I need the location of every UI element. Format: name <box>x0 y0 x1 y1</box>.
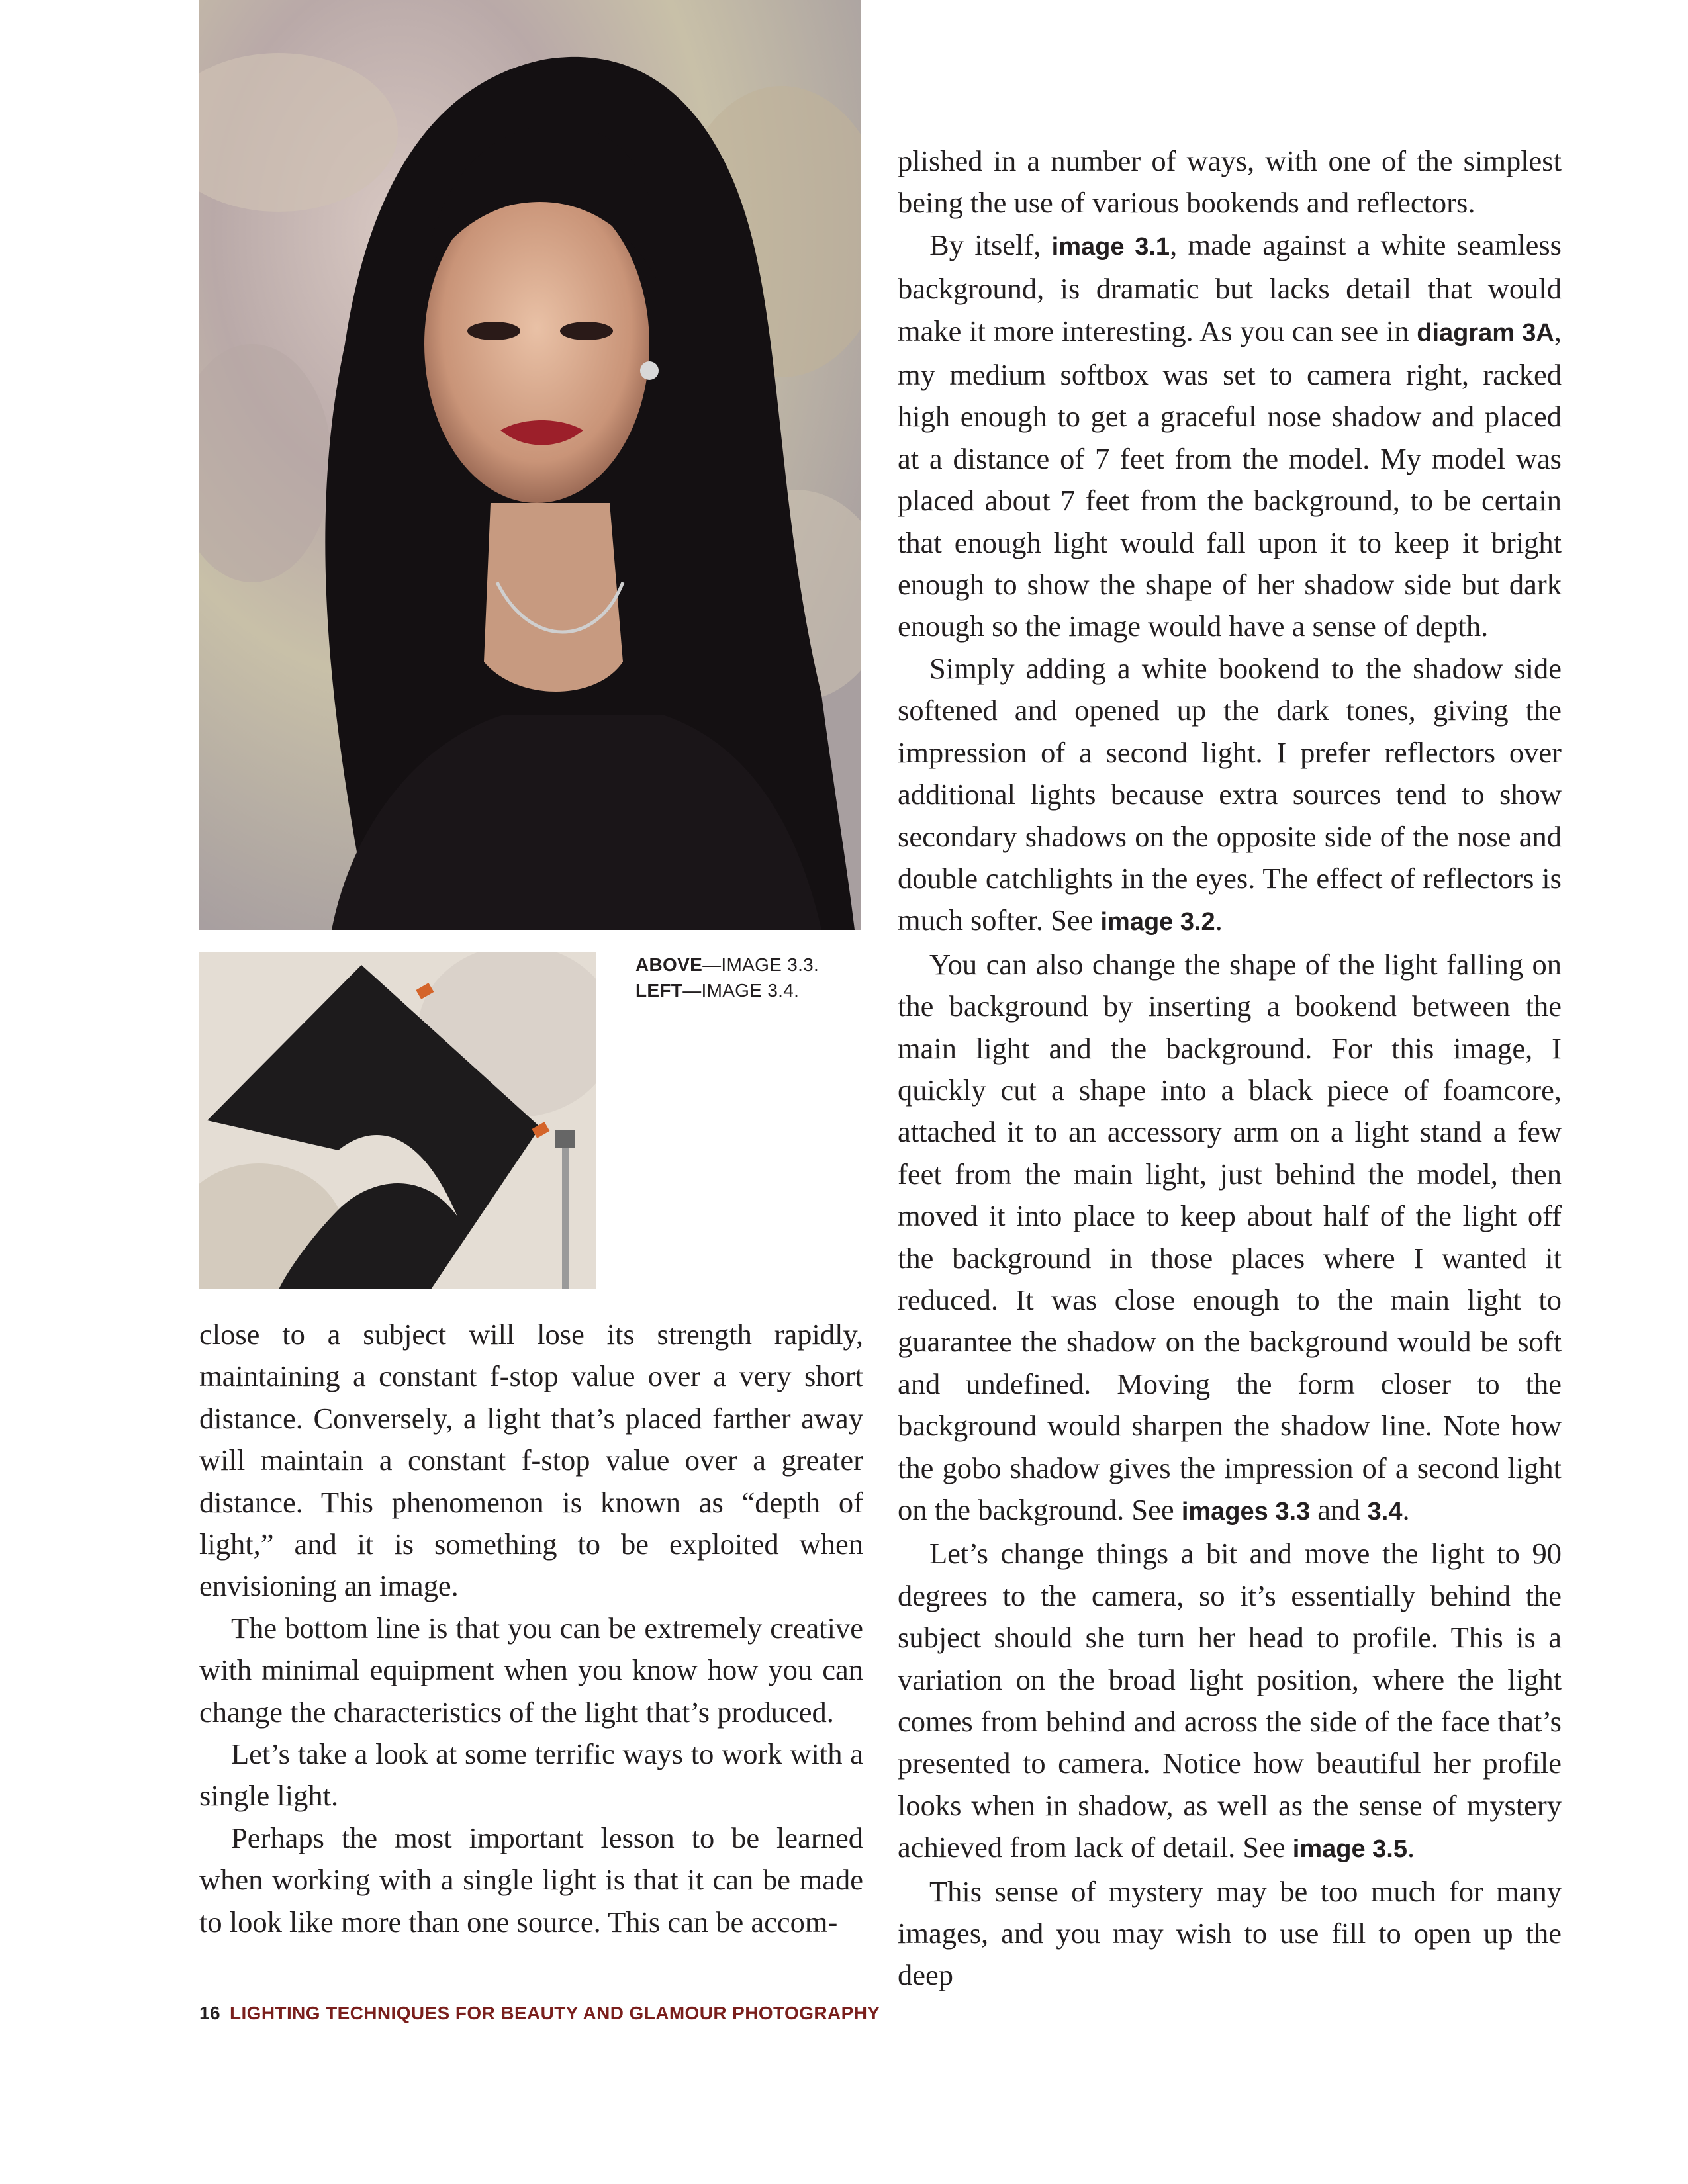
caption-left-label: LEFT <box>635 980 683 1001</box>
right-paragraph-2 <box>898 224 1562 648</box>
right-paragraph-5 <box>898 1533 1562 1870</box>
text-run: . <box>1215 903 1223 937</box>
gobo-illustration <box>199 952 596 1289</box>
caption-above <box>635 952 819 978</box>
text-run: , made against a white seamless background, is dramatic but lacks detail that would make it more interesting. As you can see in <box>898 228 1562 347</box>
caption-separator: — <box>702 954 722 975</box>
right-paragraph-4 <box>898 944 1562 1533</box>
image-reference: image 3.5 <box>1292 1835 1407 1864</box>
text-run: You can also change the shape of the light falling on the background by inserting a bookend between the main light and the background. For this image, I quickly cut a shape into a black piece of foamcore, attached it to an accessory arm on a light stand a few feet from the main light, just behind the model, then moved it into place to keep about half of the light off the background in those places where I wanted it reduced. It was close enough to the main light to guarantee the shadow on the background would be soft and undefined. Moving the form closer to the background would sharpen the shadow line. Note how the gobo shadow gives the impression of a second light on the background. See <box>898 947 1562 1526</box>
caption-left-text: IMAGE 3.4. <box>701 980 800 1001</box>
portrait-photo <box>199 0 861 930</box>
left-column <box>199 1314 863 1943</box>
caption-separator: — <box>682 980 702 1001</box>
left-paragraph-4: Perhaps the most important lesson to be learned when working with a single light is that it can be made to look like more than one source. This can be accom- <box>199 1821 863 1938</box>
text-run: Simply adding a white bookend to the shadow side softened and opened up the dark tones, giving the impression of a second light. I prefer reflectors over additional lights because extra sources tend to show secondary shadows on the opposite side of the nose and double catchlights in the eyes. The effect of reflectors is much softer. See <box>898 651 1562 937</box>
left-paragraph-3: Let’s take a look at some terrific ways to work with a single light. <box>199 1737 863 1813</box>
text-run: and <box>1310 1493 1368 1526</box>
gobo-photo <box>199 952 596 1289</box>
image-reference: image 3.2 <box>1100 908 1215 936</box>
left-paragraph-2: The bottom line is that you can be extremely creative with minimal equipment when you know how you can change the characteristics of the light that’s produced. <box>199 1611 863 1729</box>
image-reference: image 3.1 <box>1051 232 1170 261</box>
right-paragraph-1: plished in a number of ways, with one of the simplest being the use of various bookends and reflectors. <box>898 144 1562 220</box>
text-run: . <box>1402 1493 1410 1526</box>
caption-above-label: ABOVE <box>635 954 703 975</box>
caption-left <box>635 978 819 1003</box>
image-reference: images 3.3 <box>1181 1498 1311 1525</box>
text-run: . <box>1407 1831 1415 1864</box>
caption-above-text: IMAGE 3.3. <box>721 954 820 975</box>
text-run: , my medium softbox was set to camera right, racked high enough to get a graceful nose shadow and placed at a distance of 7 feet from the model. My model was placed about 7 feet from the background, to be certain that enough light would fall upon it to keep it bright enough to show the shape of her shadow side but dark enough so the image would have a sense of depth. <box>898 314 1562 643</box>
left-paragraph-1: close to a subject will lose its strength rapidly, maintaining a constant f-stop value over a very short distance. Conversely, a light that’s placed farther away will maintain a constant f-stop value over a greater distance. This phenomenon is known as “depth of light,” and it is something to be exploited when envisioning an image. <box>199 1318 863 1603</box>
text-run: Let’s change things a bit and move the light to 90 degrees to the camera, so it’s essentially behind the subject should she turn her head to profile. This is a variation on the broad light position, where the light comes from behind and across the side of the face that’s presented to camera. Notice how beautiful her profile looks when in shadow, as well as the sense of mystery achieved from lack of detail. See <box>898 1537 1562 1864</box>
image-reference: 3.4 <box>1367 1498 1403 1525</box>
page-footer <box>199 2003 880 2024</box>
page-number: 16 <box>199 2003 220 2023</box>
diagram-reference: diagram 3A <box>1417 318 1554 347</box>
portrait-illustration <box>199 0 861 930</box>
running-title: LIGHTING TECHNIQUES FOR BEAUTY AND GLAMOUR PHOTOGRAPHY <box>229 2003 880 2023</box>
right-paragraph-3 <box>898 648 1562 944</box>
text-run: By itself, <box>929 228 1052 261</box>
right-paragraph-6: This sense of mystery may be too much for many images, and you may wish to use fill to open up the deep <box>898 1874 1562 1992</box>
right-column <box>898 140 1562 1997</box>
figure-caption <box>635 952 819 1003</box>
